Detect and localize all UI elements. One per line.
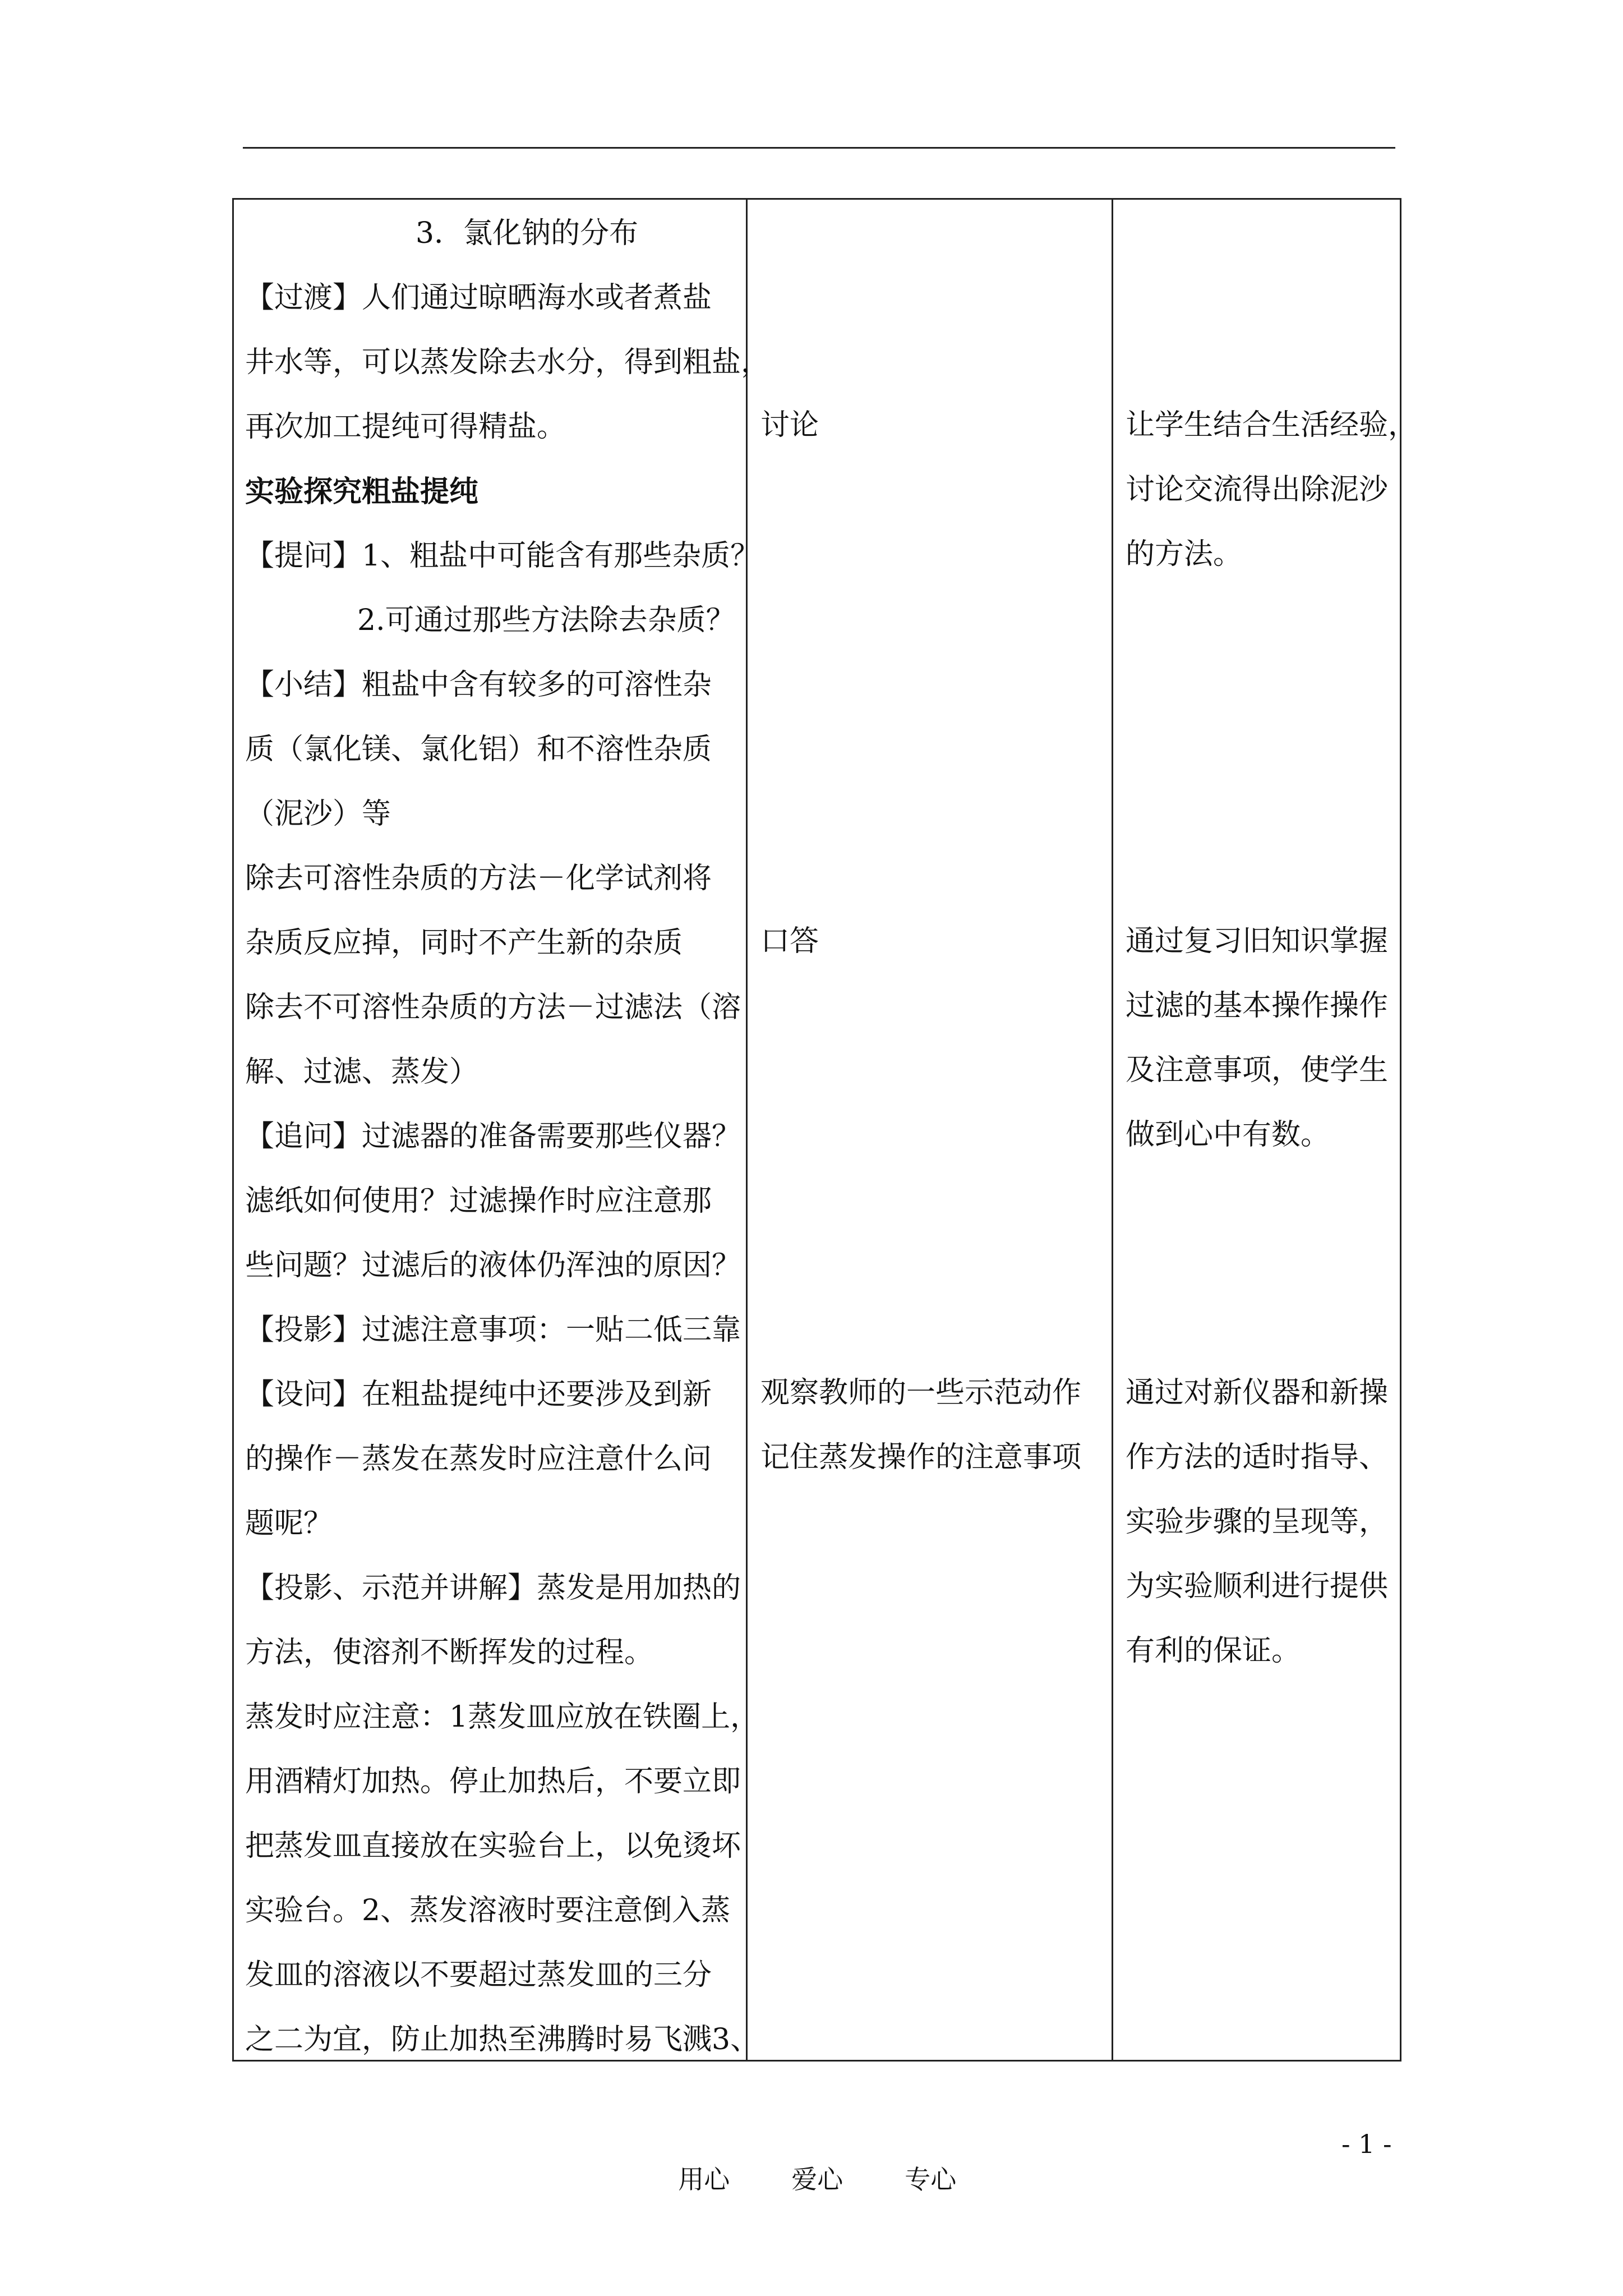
content-line: 2.可通过那些方法除去杂质？: [357, 604, 735, 637]
intent-line: 有利的保证。: [1126, 1634, 1301, 1668]
intent-line: 为实验顺利进行提供: [1126, 1570, 1389, 1603]
footer-mottos: [662, 2129, 1018, 2196]
header-rule: [243, 147, 1395, 149]
intent-line: 的方法。: [1126, 537, 1243, 571]
activity-line: 讨论: [760, 408, 819, 442]
content-line: 用酒精灯加热。停止加热后，不要立即: [245, 1765, 741, 1798]
footer-motto: 专心: [905, 2164, 957, 2194]
content-line: 解、过滤、蒸发）: [245, 1055, 479, 1089]
content-line: 【提问】1、粗盐中可能含有那些杂质？: [245, 539, 760, 573]
activity-line: 记住蒸发操作的注意事项: [760, 1441, 1082, 1474]
content-line: 除去可溶性杂质的方法－化学试剂将: [245, 862, 712, 895]
intent-line: 通过复习旧知识掌握: [1126, 924, 1389, 958]
activity-line: 观察教师的一些示范动作: [760, 1376, 1082, 1410]
content-line: 发皿的溶液以不要超过蒸发皿的三分: [245, 1958, 712, 1992]
content-line: 的操作－蒸发在蒸发时应注意什么问: [245, 1442, 712, 1476]
content-line: 题呢？: [245, 1507, 333, 1540]
intent-line: 做到心中有数。: [1126, 1118, 1330, 1152]
content-line: 除去不可溶性杂质的方法－过滤法（溶: [245, 991, 741, 1024]
content-line: 些问题？过滤后的液体仍浑浊的原因？: [245, 1249, 741, 1282]
intent-line: 通过对新仪器和新操: [1126, 1376, 1389, 1410]
table-column-divider-2: [1112, 198, 1113, 2062]
content-line: 实验探究粗盐提纯: [245, 475, 479, 509]
intent-line: 作方法的适时指导、: [1126, 1441, 1389, 1474]
content-line: 【投影、示范并讲解】蒸发是用加热的: [245, 1571, 741, 1605]
content-line: 之二为宜，防止加热至沸腾时易飞溅3、: [245, 2023, 760, 2056]
intent-line: 让学生结合生活经验，: [1126, 408, 1418, 442]
content-line: 滤纸如何使用？过滤操作时应注意那: [245, 1184, 712, 1218]
content-line: 杂质反应掉，同时不产生新的杂质: [245, 926, 683, 960]
content-line: 蒸发时应注意：1蒸发皿应放在铁圈上，: [245, 1700, 760, 1734]
content-line: 再次加工提纯可得精盐。: [245, 410, 566, 444]
footer-motto: 用心: [678, 2164, 730, 2194]
content-line: 井水等，可以蒸发除去水分，得到粗盐，: [245, 346, 771, 379]
content-line: 质（氯化镁、氯化铝）和不溶性杂质: [245, 733, 712, 766]
teacher-activity-column: [245, 201, 771, 2072]
content-line: 【追问】过滤器的准备需要那些仪器？: [245, 1120, 741, 1153]
intent-line: 讨论交流得出除泥沙: [1126, 473, 1389, 507]
intent-line: 实验步骤的呈现等，: [1126, 1505, 1389, 1539]
content-line: 【小结】粗盐中含有较多的可溶性杂: [245, 668, 712, 702]
page-number: - 1 -: [1341, 2129, 1392, 2159]
content-line: 【过渡】人们通过晾晒海水或者煮盐: [245, 281, 712, 315]
content-line: 3．氯化钠的分布: [357, 217, 639, 250]
content-line: 【投影】过滤注意事项：一贴二低三靠: [245, 1313, 741, 1347]
content-line: 把蒸发皿直接放在实验台上，以免烫坏: [245, 1829, 741, 1863]
intent-line: 过滤的基本操作操作: [1126, 989, 1389, 1023]
footer-motto: 爱心: [791, 2164, 843, 2194]
table-column-divider-1: [746, 198, 748, 2062]
content-line: 实验台。2、蒸发溶液时要注意倒入蒸: [245, 1894, 731, 1927]
content-line: （泥沙）等: [245, 797, 391, 831]
content-line: 【设问】在粗盐提纯中还要涉及到新: [245, 1378, 712, 1411]
content-line: 方法，使溶剂不断挥发的过程。: [245, 1636, 654, 1669]
activity-line: 口答: [760, 924, 819, 958]
intent-line: 及注意事项，使学生: [1126, 1053, 1389, 1087]
